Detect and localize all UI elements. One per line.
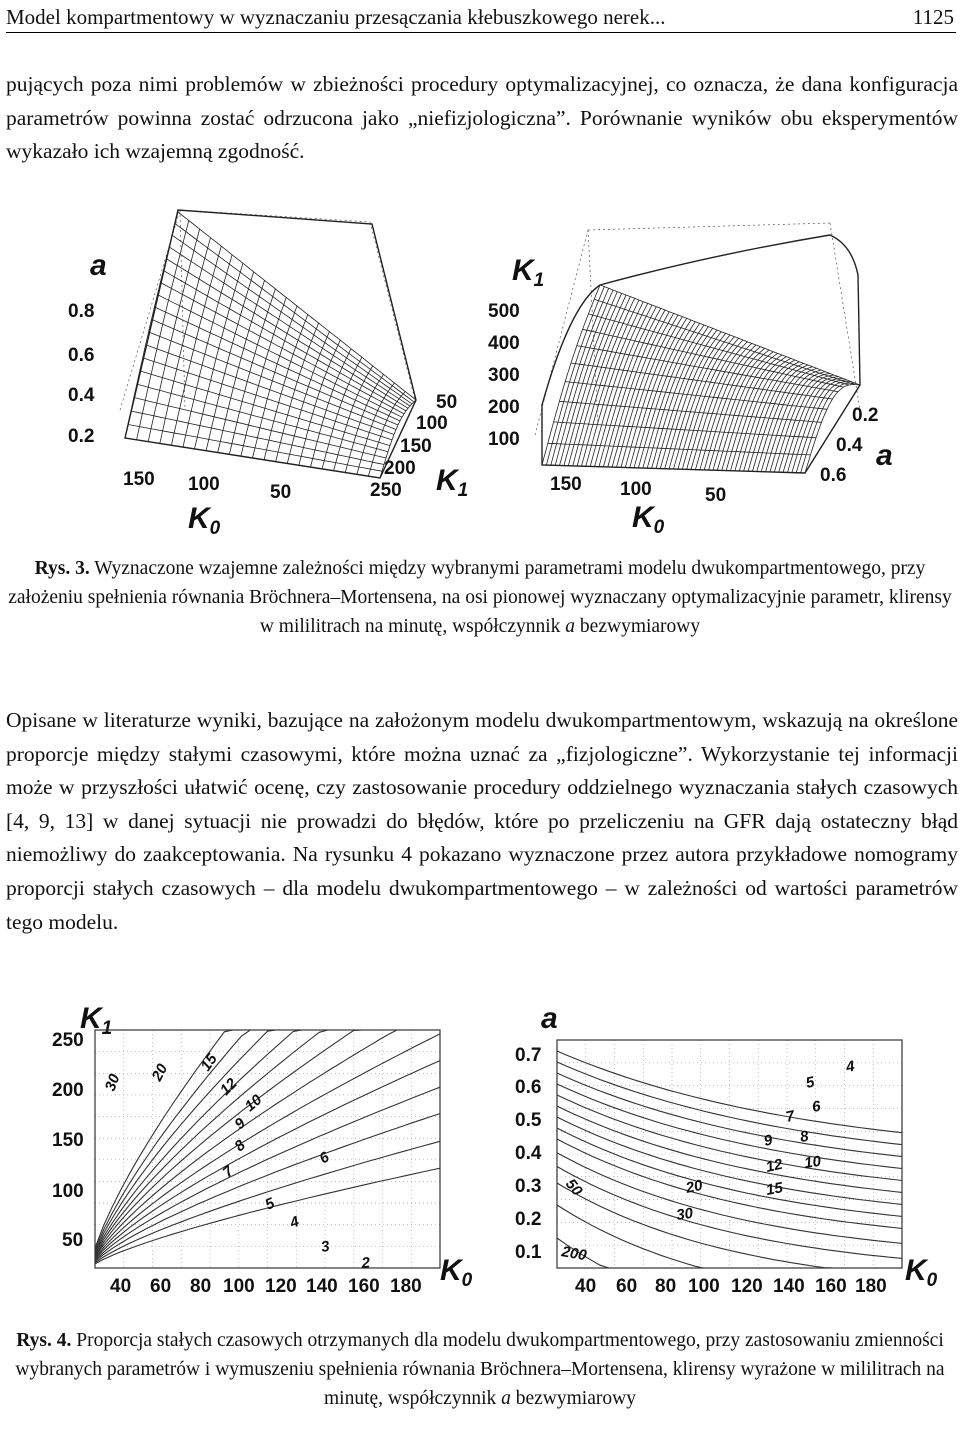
fig4a-contour-label: 5	[262, 1194, 278, 1214]
fig4b-y-tick: 0.3	[515, 1176, 542, 1197]
fig4a-y-tick: 50	[62, 1230, 84, 1251]
fig3a-y-tick: 200	[384, 458, 416, 479]
fig4a-x-tick: 100	[223, 1276, 255, 1297]
fig4b-contour-label: 200	[560, 1243, 588, 1265]
fig3-caption-end: bezwymiarowy	[579, 616, 701, 637]
fig4a-contour-label: 12	[216, 1075, 241, 1099]
fig3a-z-tick: 0.4	[68, 385, 95, 406]
fig3b-z-tick: 200	[488, 397, 520, 418]
fig3a-mesh-line	[163, 271, 406, 411]
fig4a-x-tick: 180	[390, 1276, 422, 1297]
fig3a-z-tick: 0.6	[68, 345, 95, 366]
fig3a-x-tick: 100	[188, 474, 220, 495]
fig3a-mesh-line	[206, 272, 254, 451]
fig4a-contour-label: 9	[231, 1114, 249, 1133]
fig4a-contour-label: 2	[360, 1254, 371, 1272]
fig3b-x-label: $K_0$	[632, 501, 665, 538]
fig4a-contour-line	[95, 1030, 440, 1253]
fig3-caption	[0, 554, 960, 641]
fig3a-mesh-line	[131, 411, 384, 465]
fig4a-contour-label: 6	[316, 1148, 333, 1168]
fig4b-y-tick: 0.7	[515, 1045, 542, 1066]
fig3-surface-a	[60, 200, 490, 540]
fig4b-y-tick: 0.5	[515, 1110, 542, 1131]
paragraph-1: pujących poza nimi problemów w zbieżności procedury optymalizacyjnej, co oznacza, że dana konfiguracja parametrów powinna zostać odrzucona jako „niefizjologiczna”. Porównanie wyników obu eksperymentów wykazało ich wzajemną zgodność.	[6, 72, 958, 164]
fig4a-x-tick: 60	[150, 1276, 172, 1297]
fig3a-mesh-line	[137, 384, 388, 452]
fig4b-contour-label: 6	[810, 1097, 822, 1116]
fig4a-contour-label: 20	[148, 1061, 172, 1084]
fig3b-mesh-line	[600, 285, 860, 385]
fig4a-contour-label: 15	[197, 1050, 221, 1075]
fig3b-y-tick: 0.4	[836, 435, 863, 456]
fig3b-mesh-line	[577, 346, 838, 392]
fig3b-mesh-line	[752, 365, 808, 471]
fig4a-contour-label: 7	[219, 1162, 237, 1182]
fig4b-x-tick: 100	[688, 1276, 720, 1297]
fig4b-x-tick: 40	[575, 1276, 597, 1297]
fig3a-y-tick: 250	[370, 480, 402, 501]
fig3b-mesh	[542, 285, 860, 473]
fig4b-y-tick: 0.1	[515, 1242, 542, 1263]
fig3a-y-tick: 100	[416, 413, 448, 434]
fig3a-mesh-line	[125, 438, 380, 478]
fig4a-x-tick: 80	[190, 1276, 212, 1297]
fig4a-contour-label: 8	[231, 1136, 249, 1155]
running-title: Model kompartmentowy w wyznaczaniu przesączania kłebuszkowego nerek...	[6, 5, 666, 29]
fig3b-z-tick: 300	[488, 365, 520, 386]
fig3b-x-tick: 100	[620, 479, 652, 500]
fig4a-y-tick: 200	[52, 1080, 84, 1101]
running-header	[6, 2, 956, 33]
fig3-label: Rys. 3.	[34, 558, 90, 579]
fig3b-mesh-line	[554, 422, 816, 438]
fig4b-y-tick: 0.2	[515, 1209, 542, 1230]
fig4-caption-text: Proporcja stałych czasowych otrzymanych dla modelu dwukompartmentowego, przy zastosowaniu zmienności wybranych parametrów i wymuszeniu spełnienia równania Bröchnera–Mortensena, klirensy wyrażone w mililitrach na minutę, współczynnik	[15, 1330, 945, 1409]
fig3b-y-tick: 0.6	[820, 465, 847, 486]
fig4-contour-a	[505, 1000, 950, 1305]
fig4-contour-k1	[40, 1000, 480, 1305]
fig4b-x-tick: 120	[731, 1276, 763, 1297]
fig3b-x-tick: 150	[550, 474, 582, 495]
fig3a-mesh-line	[169, 247, 410, 406]
fig4b-contour-label: 9	[762, 1131, 774, 1150]
fig3b-y-label: a	[876, 439, 893, 472]
fig4b-contour-label: 30	[675, 1204, 695, 1224]
fig3a-mesh-line	[137, 221, 189, 440]
fig3a-x-label: $K_0$	[188, 502, 221, 539]
fig4a-x-label: $K_0$	[440, 1254, 473, 1291]
fig3b-z-tick: 400	[488, 333, 520, 354]
fig4-caption-italic: a	[501, 1388, 511, 1409]
fig4b-contour-line	[557, 1106, 902, 1192]
fig4b-contour-label: 5	[804, 1073, 816, 1092]
fig3a-mesh-line	[166, 259, 408, 409]
fig3b-z-label: $K_1$	[512, 254, 545, 291]
fig3a-x-tick: 50	[270, 482, 292, 503]
fig3a-y-label: $K_1$	[436, 464, 469, 501]
fig3a-mesh-line	[178, 212, 416, 400]
fig4a-grid	[95, 1030, 440, 1268]
fig4b-contour-label: 15	[764, 1179, 785, 1199]
fig4b-contour-label: 8	[798, 1127, 810, 1146]
fig4b-y-label: a	[541, 1002, 558, 1035]
fig4a-y-tick: 250	[52, 1030, 84, 1051]
fig4b-x-tick: 180	[855, 1276, 887, 1297]
fig4b-y-tick: 0.4	[515, 1143, 542, 1164]
fig4b-contour-label: 4	[844, 1057, 856, 1076]
fig4-label: Rys. 4.	[16, 1330, 72, 1351]
fig3b-mesh-line	[548, 443, 811, 455]
fig4b-contour-label: 10	[803, 1152, 823, 1172]
fig4a-contour-label: 30	[101, 1071, 124, 1094]
fig4b-x-tick: 80	[655, 1276, 677, 1297]
fig4a-x-tick: 140	[306, 1276, 338, 1297]
fig4b-contour-line	[557, 1183, 902, 1268]
page-number: 1125	[912, 5, 954, 29]
fig4a-contour-label: 10	[241, 1091, 266, 1116]
fig3a-z-tick: 0.8	[68, 301, 95, 322]
fig4a-y-tick: 150	[52, 1130, 84, 1151]
fig4b-x-tick: 60	[616, 1276, 638, 1297]
fig3a-y-tick: 150	[400, 436, 432, 457]
fig4b-contour-label: 50	[561, 1175, 586, 1200]
fig4b-y-tick: 0.6	[515, 1077, 542, 1098]
fig3a-y-tick: 50	[436, 392, 458, 413]
fig4a-x-tick: 40	[110, 1276, 132, 1297]
fig4-caption-end: bezwymiarowy	[515, 1388, 636, 1409]
fig4b-contour-label: 12	[764, 1155, 785, 1176]
fig3b-mesh-line	[542, 465, 805, 473]
fig3-surface-k1	[480, 215, 930, 540]
fig3a-x-tick: 150	[123, 469, 155, 490]
fig4b-contour-label: 20	[684, 1176, 705, 1197]
fig4a-y-tick: 100	[52, 1181, 84, 1202]
fig4-caption	[0, 1326, 960, 1413]
fig4a-contour-label: 4	[287, 1213, 302, 1232]
fig3a-z-tick: 0.2	[68, 426, 95, 447]
fig4a-contour-line	[95, 1114, 440, 1262]
fig4b-x-tick: 140	[773, 1276, 805, 1297]
fig4a-y-label: $K_1$	[80, 1002, 113, 1039]
fig3a-mesh-line	[143, 358, 392, 440]
fig3b-mesh-line	[783, 377, 838, 473]
fig4b-x-tick: 160	[815, 1276, 847, 1297]
fig4b-x-label: $K_0$	[905, 1254, 938, 1291]
fig4b-contour-label: 7	[784, 1107, 796, 1126]
fig4a-x-tick: 120	[265, 1276, 297, 1297]
fig4b-contours	[557, 1051, 902, 1268]
fig4a-x-tick: 160	[348, 1276, 380, 1297]
fig3-caption-italic: a	[565, 616, 576, 637]
fig3b-y-tick: 0.2	[852, 405, 879, 426]
fig3b-z-tick: 100	[488, 429, 520, 450]
fig3a-z-label: a	[90, 249, 107, 282]
fig3-caption-text: Wyznaczone wzajemne zależności między wybranymi parametrami modelu dwukompartmentowego, przy założeniu spełnienia równania Bröchnera–Mortensena, na osi pionowej wyznaczany optymalizacyjnie parametr, klirensy w mililitrach na minutę, współczynnik	[8, 558, 952, 637]
fig4a-plot-area	[95, 1030, 440, 1268]
fig3a-mesh-line	[146, 345, 394, 435]
paragraph-2: Opisane w literaturze wyniki, bazujące na założonym modelu dwukompartmentowym, wskazują na określone proporcje między stałymi czasowymi, które można uznać za „fizjologiczne”. Wykorzystanie tej informacji może w przyszłości ułatwić ocenę, czy zastosowanie procedury oddzielnego wyznaczania stałych czasowych [4, 9, 13] w danej sytuacji nie prowadzi do błędów, które po przeliczeniu na GFR dają ostateczny błąd niemożliwy do zaakceptowania. Na rysunku 4 pokazano wyznaczone przez autora przykładowe nomogramy proporcji stałych czasowych – dla modelu dwukompartmentowego – w zależności od wartości parametrów tego modelu.	[6, 708, 958, 934]
fig3a-mesh-line	[287, 332, 329, 464]
fig4a-contour-label: 3	[319, 1237, 331, 1256]
fig3b-x-tick: 50	[705, 485, 727, 506]
fig3b-z-tick: 500	[488, 301, 520, 322]
